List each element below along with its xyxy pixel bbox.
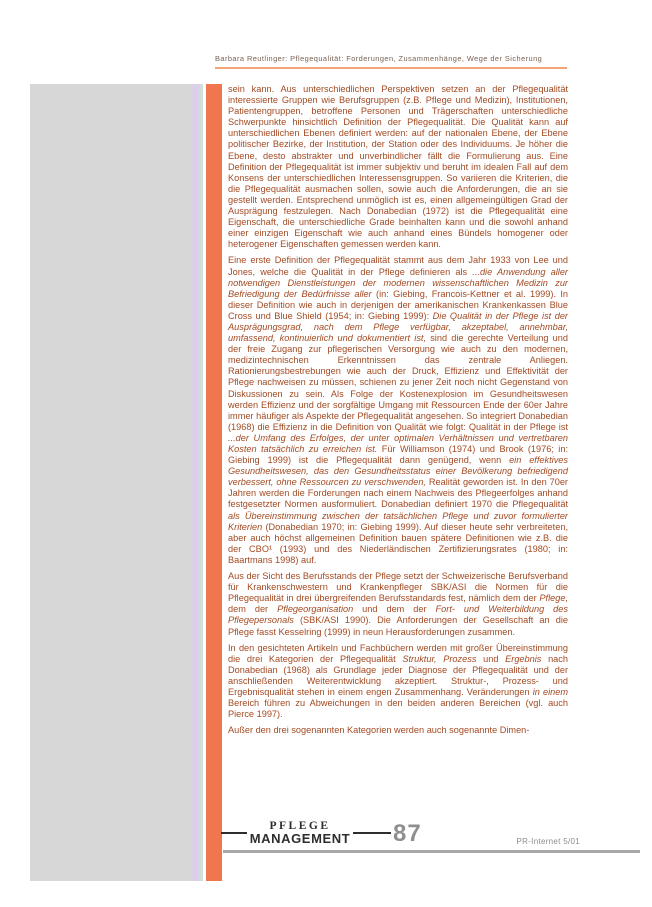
- orange-accent-bar: [206, 84, 222, 881]
- quote-italic-segment: als Übereinstimmung zwischen der tatsächlichen Pflege und zuvor formulierter Kriterien: [228, 510, 568, 532]
- quote-italic-segment: ein effektives Gesundheitswesen, das den Gesundheitsstatus einer Bevölkerung befriedigend verbessert, ohne Ressourcen zu verschwenden,: [228, 455, 568, 488]
- paragraph: [228, 643, 568, 721]
- text-segment: sein kann. Aus unterschiedlichen Perspektiven setzen an der Pflegequalität interessierte Gruppen wie Berufsgruppen (z.B. Pflege und Medizin), Institutionen, Patientengruppen, betroffene Personen und Trägerschaften unterschiedliche Schwerpunkte hinsichtlich Definition der Pflegequalität. Die Qualität kann auf unterschiedlichen Ebenen definiert werden: auf der nationalen Ebene, der Ebene politischer Bezirke, der Institution, der Station oder des Individuums. Je höher die Ebene, desto abstrakter und unverbindlicher fällt die Formulierung aus. Eine Definition der Pflegequalität ist immer subjektiv und beruht im idealen Fall auf dem Konsens der unterschiedlichen Interessensgruppen. So variieren die Kriterien, die die Pflegequalität ausmachen sollen, sowie auch die Anforderungen, die an sie gestellt werden. Entsprechend unmöglich ist es, einen allgemeingültigen Grad der Ausprägung festzulegen. Nach Donabedian (1972) ist die Pflegequalität eine Eigenschaft, die unterschiedliche Grade beinhalten kann und die sowohl anhand einer einzigen Eigenschaft wie auch anhand eines Bündels homogener oder heterogener Eigenschaften gemessen werden kann.: [228, 84, 568, 250]
- text-segment: Realität geworden ist. In den 70er Jahren werden die Forderungen nach einem Nachweis des Pflegeerfolges anhand festgesetzter Normen ausformuliert. Donabedian definiert 1970 die Pflegequalität: [228, 477, 568, 510]
- text-segment: In den gesichteten Artikeln und Fachbüchern werden mit großer Übereinstimmung die drei Kategorien der Pflegequalität: [228, 642, 568, 664]
- teal-stripe: [199, 84, 203, 881]
- quote-italic-segment: Die Qualität in der Pflege ist der Ausprägungsgrad, nach dem Pflege verfügbar, akzeptabel, annehmbar, umfassend, kontinuierlich und dokumentiert ist,: [228, 310, 568, 344]
- text-segment: und dem der: [353, 604, 436, 615]
- quote-italic-segment: ...der Umfang des Erfolges, der unter optimalen Verhältnissen und vertretbaren Kosten tatsächlich zu erreichen ist.: [228, 432, 568, 454]
- text-segment: (Donabedian 1970; in: Giebing 1999). Auf dieser heute sehr verbreiteten, aber auch höchst allgemeinen Definition bauen spätere Definitionen wie z.B. die der CBO¹ (1993) und des Niederländischen Zertifizierungsrates (1980; in: Baartmans 1998) auf.: [228, 521, 568, 565]
- journal-logo-line1: PFLEGE: [269, 820, 331, 832]
- text-segment: nach Donabedian (1968) als Grundlage jeder Diagnose der Pflegequalität und der anschließenden Weiterentwicklung akzeptiert. Struktur-, Prozess- und Ergebnisqualität stehen in einem engen Zusammenhang. Veränderungen: [228, 653, 568, 697]
- journal-logo: [248, 821, 352, 845]
- paragraph: [228, 255, 568, 566]
- quote-italic-segment: Pflegeorganisation: [277, 604, 354, 615]
- left-gray-panel: [30, 84, 192, 881]
- quote-italic-segment: Struktur, Prozess: [402, 653, 477, 664]
- paragraph: [228, 84, 568, 250]
- quote-italic-segment: Pflege,: [539, 593, 568, 604]
- quote-italic-segment: ...die Anwendung aller notwendigen Dienstleistungen der modernen wissenschaftlichen Medizin zur Befriedigung der Bedürfnisse aller: [228, 266, 568, 299]
- text-segment: sind die gerechte Verteilung und der freie Zugang zur pflegerischen Versorgung wie auch zu den modernen, medizintechnischen Erkenntnissen das zentrale Anliegen. Rationierungsbestrebungen wie auch der Druck, Effizienz und Effektivität der Pflege nachweisen zu müssen, schienen zu jener Zeit noch nicht Gegenstand von Diskussionen zu sein. Als Folge der Kostenexplosion im Gesundheitswesen werden Effizienz und der sorgfältige Umgang mit Ressourcen Ende der 60er Jahre immer häufiger als Aspekte der Pflegequalität angesehen. So integriert Donabedian (1968) die Effizienz in die Definition von Qualität wie folgt: Qualität in der Pflege ist: [228, 333, 568, 432]
- text-segment: Außer den drei sogenannten Kategorien werden auch sogenannte Dimen-: [228, 725, 530, 736]
- logo-rule-left: [221, 832, 247, 834]
- page-number: 87: [393, 820, 422, 847]
- logo-rule-right: [353, 832, 391, 834]
- lavender-stripe: [192, 84, 199, 881]
- quote-italic-segment: in einem: [532, 686, 568, 697]
- footer-rule: [223, 850, 640, 853]
- text-segment: Bereich führen zu Abweichungen in den beiden anderen Bereichen (vgl. auch Pierce 1997).: [228, 698, 568, 720]
- paragraph: [228, 725, 568, 736]
- text-segment: und: [476, 653, 506, 664]
- journal-logo-line2: MANAGEMENT: [249, 831, 351, 846]
- text-segment: (in: Giebing, Francois-Kettner et al. 1999). In dieser Definition wie auch in derjenigen der amerikanischen Krankenkassen Blue Cross und Blue Shield (1954; in: Giebing 1999):: [228, 288, 568, 321]
- quote-italic-segment: Ergebnis: [505, 653, 542, 664]
- text-segment: Für Williamson (1974) und Brook (1976; in: Giebing 1999) ist die Pflegequalität dann genügend, wenn: [228, 444, 568, 466]
- quote-italic-segment: Fort- und Weiterbildung des Pflegepersonals: [228, 604, 568, 626]
- paragraph: [228, 571, 568, 638]
- issue-label: PR-Internet 5/01: [516, 837, 580, 846]
- text-segment: Eine erste Definition der Pflegequalität stammt aus dem Jahr 1933 von Lee und Jones, welche die Qualität in der Pflege definieren als: [228, 255, 568, 277]
- text-segment: (SBK/ASI 1990). Die Anforderungen der Gesellschaft an die Pflege fasst Kesselring (1999) in neun Herausforderungen zusammen.: [228, 615, 568, 637]
- text-segment: dem der: [228, 604, 278, 615]
- article-body: [228, 84, 568, 741]
- text-segment: Aus der Sicht des Berufsstands der Pflege setzt der Schweizerische Berufsverband für Krankenschwestern und Krankenpfleger SBK/ASI die Normen für die Pflegequalität in drei übergreifenden Berufsstandards fest, nämlich dem der: [228, 571, 568, 604]
- running-head: Barbara Reutlinger: Pflegequalität: Forderungen, Zusammenhänge, Wege der Sicherung: [215, 54, 567, 69]
